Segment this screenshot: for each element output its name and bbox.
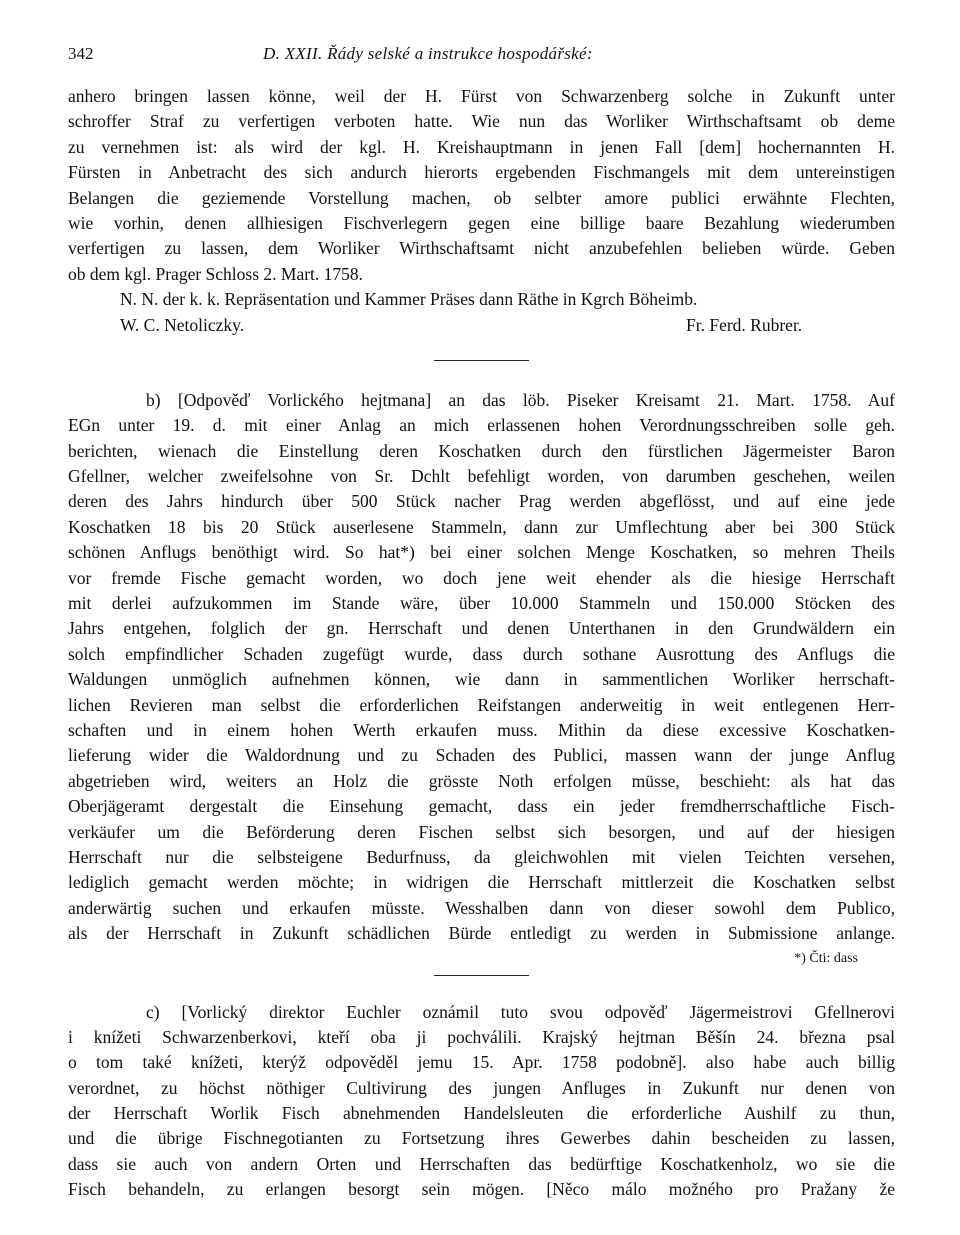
separator-rule <box>434 360 529 361</box>
signature-names <box>68 313 895 338</box>
page-number: 342 <box>68 44 94 63</box>
section-b <box>68 388 895 969</box>
text-line: schaften und in einem hohen Werth erkaufen muss. Mithin da diese excessive Koschatken- <box>68 719 895 740</box>
text-line: Waldungen unmöglich aufnehmen können, wie dann in sammentlichen Worliker herrschaft- <box>68 669 895 690</box>
text-line: lediglich gemacht werden möchte; in widrigen die Herrschaft mittlerzeit die Koschatken selbst <box>68 872 895 893</box>
text-line: ob dem kgl. Prager Schloss 2. Mart. 1758. <box>68 263 364 284</box>
text-line: verfertigen zu lassen, dem Worliker Wirthschaftsamt nicht anzubefehlen belieben würde. Geben <box>68 238 895 259</box>
text-line: deren des Jahrs hindurch über 500 Stück nacher Prag werden abgeflösst, und auf eine jede <box>68 491 895 512</box>
text-line: EGn unter 19. d. mit einer Anlag an mich erlassenen hohen Verordnungsschreiben solle geh. <box>68 415 895 436</box>
text-line: verordnet, zu höchst nöthiger Cultivirung des jungen Anfluges in Zukunft nur denen von <box>68 1077 895 1098</box>
running-head: D. XXII. Řády selské a instrukce hospodářské: <box>263 44 593 63</box>
text-line: Oberjägeramt dergestalt die Einsehung gemacht, dass ein jeder fremdherrschaftliche Fisch- <box>68 796 895 817</box>
text-line: wie vorhin, denen allhiesigen Fischverlegern gegen eine billige baare Bezahlung wiederumben <box>68 212 895 233</box>
text-line: abgetrieben wird, weiters an Holz die grösste Noth erfolgen müsse, beschieht: als hat das <box>68 770 895 791</box>
text-line: Gfellner, welcher zweifelsohne von Sr. Dchlt befehligt worden, von darumben geschehen, weilen <box>68 466 895 487</box>
text-line: verkäufer um die Beförderung deren Fischen selbst sich besorgen, und auf der hiesigen <box>68 821 895 842</box>
signature-line: N. N. der k. k. Repräsentation und Kammer Präses dann Räthe in Kgrch Böheimb. <box>120 289 698 310</box>
text-line: dass sie auch von andern Orten und Herrschaften das bedürftige Koschatkenholz, wo sie die <box>68 1153 895 1174</box>
text-line: c) [Vorlický direktor Euchler oznámil tuto svou odpověď Jägermeistrovi Gfellnerovi <box>146 1001 895 1022</box>
text-line: als der Herrschaft in Zukunft schädlichen Bürde entledigt zu werden in Submissione anlange. <box>68 923 895 944</box>
section-c <box>68 1000 895 1203</box>
text-line: b) [Odpověď Vorlického hejtmana] an das löb. Piseker Kreisamt 21. Mart. 1758. Auf <box>146 389 895 410</box>
text-line: und die übrige Fischnegotianten zu Fortsetzung ihres Gewerbes dahin bescheiden zu lassen, <box>68 1128 895 1149</box>
separator-rule <box>434 975 529 976</box>
signature-left: W. C. Netoliczky. <box>120 314 245 335</box>
text-line: lieferung wider die Waldordnung und zu Schaden des Publici, massen wann der junge Anflug <box>68 745 895 766</box>
text-line: vor fremde Fische gemacht worden, wo doch jene weit ehender als die hiesige Herrschaft <box>68 567 895 588</box>
text-line: lichen Revieren man selbst die erforderlichen Reifstangen anderweitig in weit entlegenen Herr- <box>68 694 895 715</box>
text-line: schroffer Straf zu verfertigen verboten hatte. Wie nun das Worliker Wirthschaftsamt ob deme <box>68 111 895 132</box>
text-line: Fürsten in Anbetracht des sich andurch hierorts ergebenden Fischmangels mit dem untereinstigen <box>68 162 895 183</box>
section-a <box>68 84 895 338</box>
footnote: *) Čti: dass <box>794 950 858 966</box>
text-line: schönen Anflugs benöthigt wird. So hat*) bei einer solchen Menge Koschatken, so mehren Theils <box>68 542 895 563</box>
text-line: Fisch behandeln, zu erlangen besorgt sein mögen. [Něco málo možného pro Pražany že <box>68 1179 895 1200</box>
text-line: anhero bringen lassen könne, weil der H. Fürst von Schwarzenberg solche in Zukunft unter <box>68 86 895 106</box>
text-line: Koschatken 18 bis 20 Stück auserlesene Stammeln, dann zur Umflechtung aber bei 300 Stück <box>68 516 895 537</box>
text-line: i knížeti Schwarzenberkovi, kteří oba ji pochválili. Krajský hejtman Běšín 24. března psal <box>68 1026 895 1047</box>
signature-right: Fr. Ferd. Rubrer. <box>686 314 803 335</box>
text-line: Jahrs entgehen, folglich der gn. Herrschaft und denen Unterthanen in den Grundwäldern ein <box>68 618 895 639</box>
text-line: mit derlei aufzukommen im Stande wäre, über 10.000 Stammeln und 150.000 Stöcken des <box>68 593 895 614</box>
text-line: zu vernehmen ist: als wird der kgl. H. Kreishauptmann in jenen Fall [dem] hochernannten H. <box>68 136 895 157</box>
text-line: o tom také knížeti, kterýž odpověděl jemu 15. Apr. 1758 podobně]. also habe auch billig <box>68 1052 895 1073</box>
page-header <box>68 40 895 84</box>
text-line: solch empfindlicher Schaden zugefügt wurde, dass durch sothane Ausrottung des Anflugs die <box>68 643 895 664</box>
text-line: der Herrschaft Worlik Fisch abnehmenden Handelsleuten die erforderliche Aushilf zu thun, <box>68 1103 895 1124</box>
text-line: anderwärtig suchen und erkaufen müsste. Wesshalben dann von dieser sowohl dem Publico, <box>68 897 895 918</box>
text-line: berichten, wienach die Einstellung deren Koschatken durch den fürstlichen Jägermeister Baron <box>68 440 895 461</box>
text-line: Belangen die geziemende Vorstellung machen, ob selbter amore publici erwähnte Flechten, <box>68 187 895 208</box>
text-line: Herrschaft nur die selbsteigene Bedurfnuss, da gleichwohlen mit vielen Teichten versehen, <box>68 846 895 867</box>
